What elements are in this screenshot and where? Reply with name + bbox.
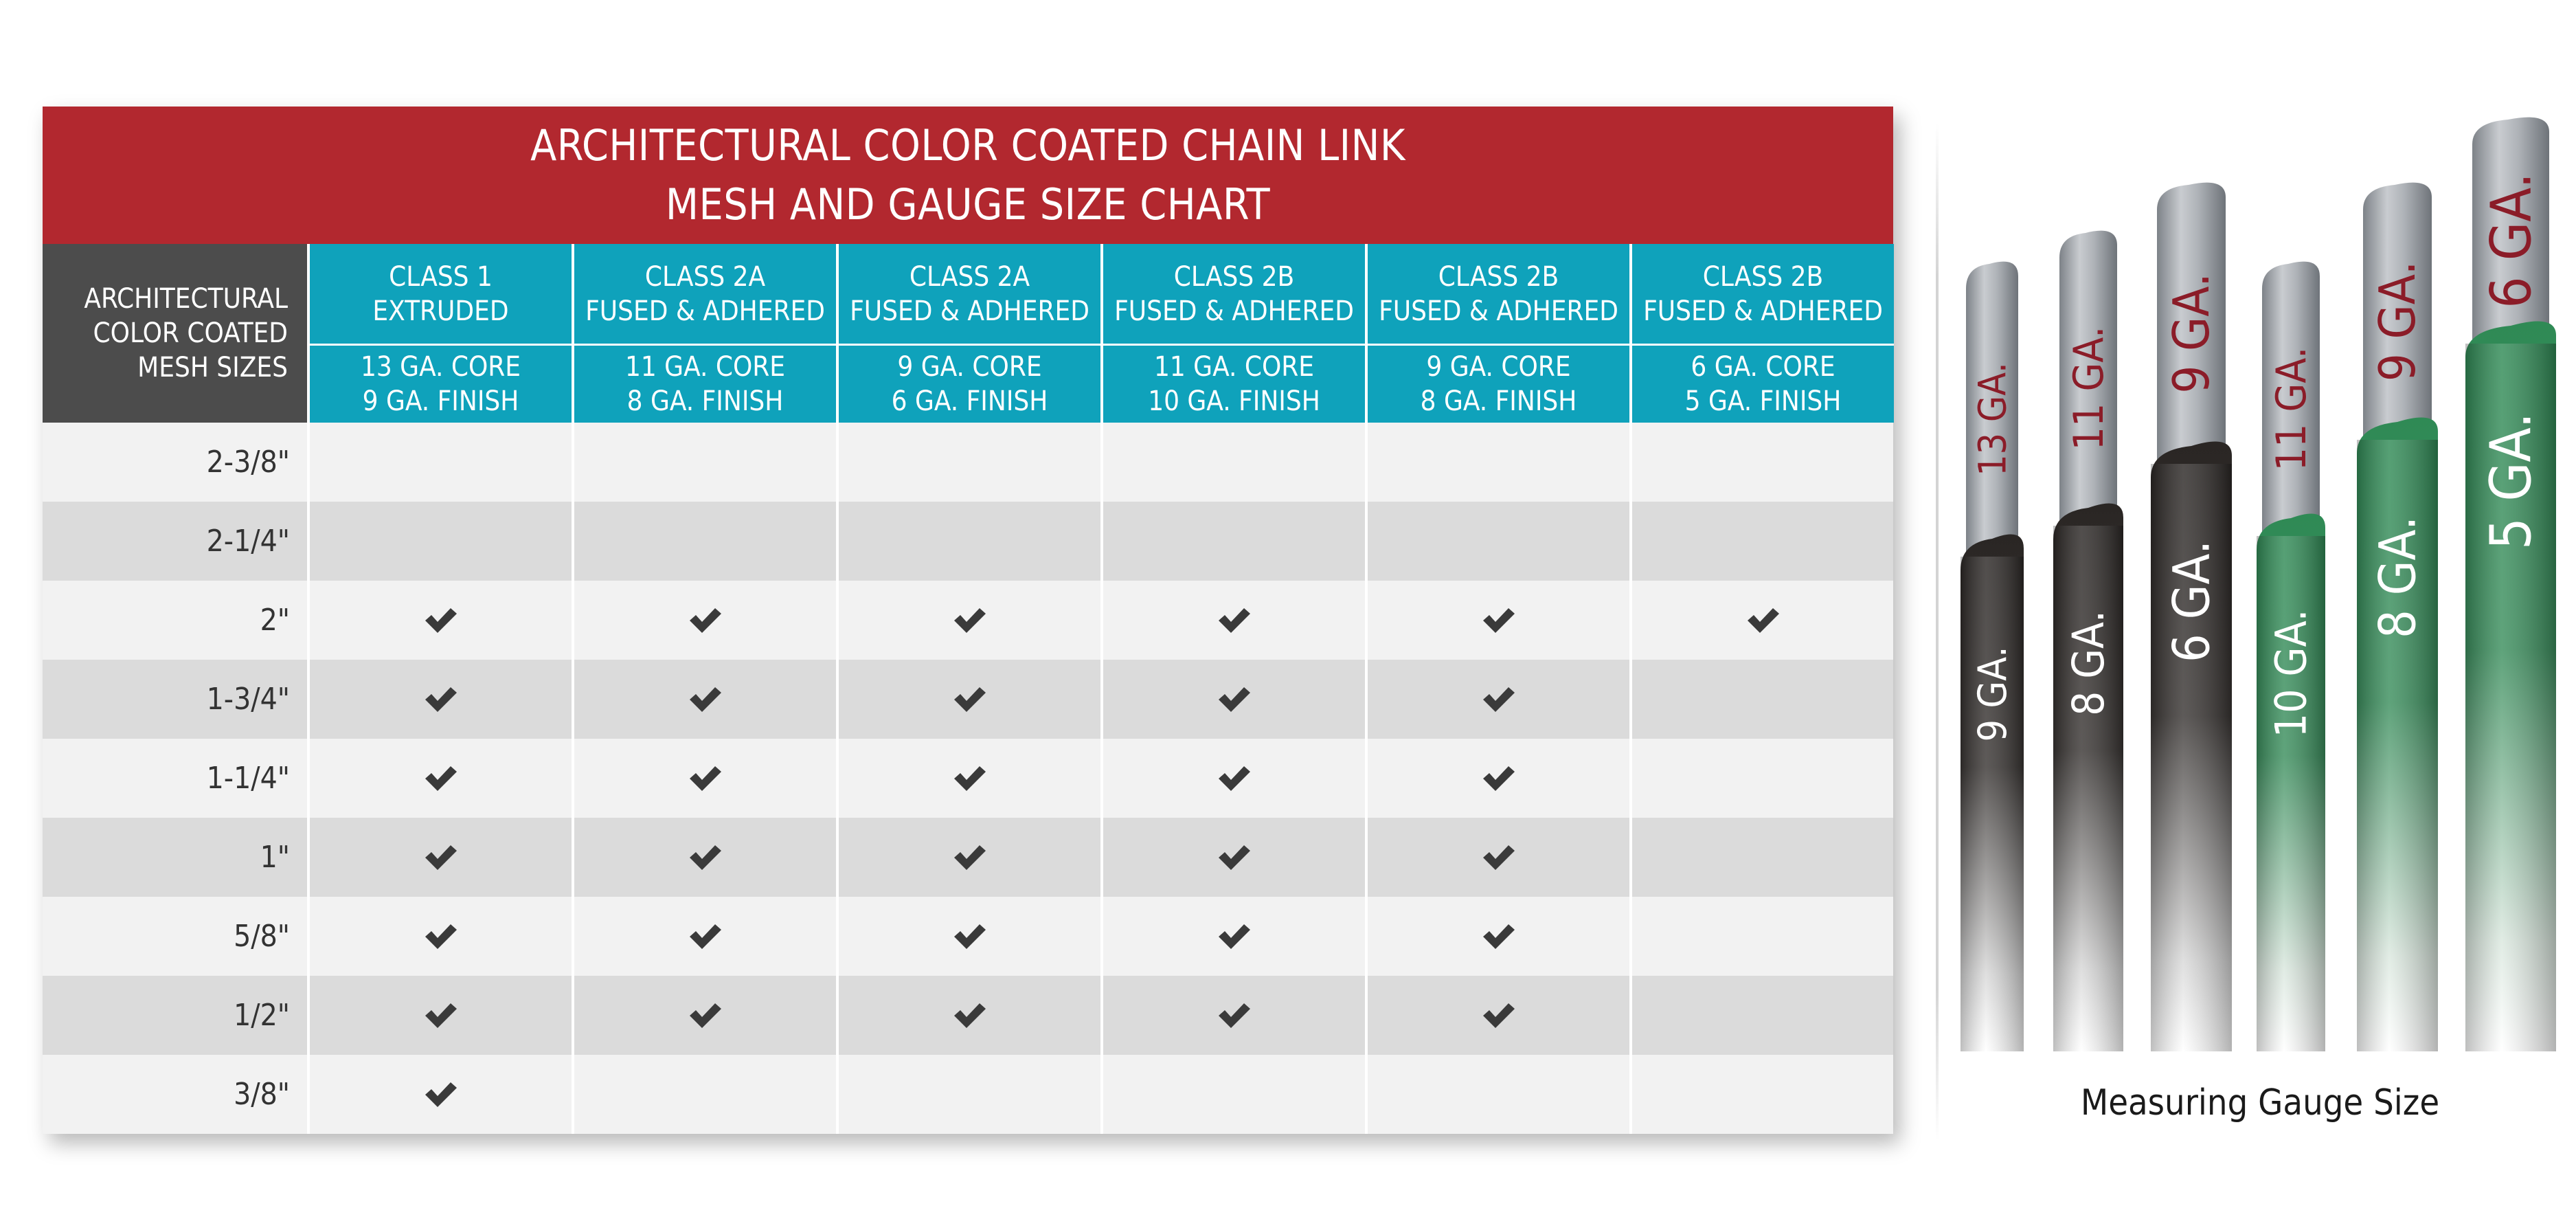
- column-header-5: [1365, 244, 1629, 423]
- check-icon: [424, 842, 458, 873]
- mesh-sizes-header-line-1: ARCHITECTURAL: [84, 283, 288, 315]
- check-icon: [1482, 1001, 1516, 1031]
- check-icon: [424, 605, 458, 636]
- class-line-2: FUSED & ADHERED: [1379, 295, 1618, 327]
- table-cell: [572, 818, 836, 897]
- mesh-size-label: 1-3/4": [206, 682, 290, 717]
- table-cell: [836, 502, 1100, 581]
- check-icon: [424, 1080, 458, 1110]
- table-cell: [1629, 1055, 1894, 1134]
- table-cell: [1100, 976, 1365, 1055]
- gauge-wire-3: [2151, 183, 2232, 1051]
- wire-core-label: 13 GA.: [1970, 362, 2015, 476]
- class-label: [1368, 244, 1629, 344]
- wire-finish-label: 6 GA.: [2162, 539, 2222, 663]
- core-gauge: 13 GA. CORE: [360, 351, 521, 383]
- table-cell: [572, 1055, 836, 1134]
- check-icon: [688, 684, 723, 715]
- chart-title: [43, 107, 1893, 244]
- table-cell: [307, 818, 572, 897]
- gauge-wire-1: [1961, 262, 2024, 1051]
- class-label: [574, 244, 836, 344]
- table-cell: [1365, 660, 1629, 739]
- mesh-size-rows: [43, 423, 1893, 1134]
- gauge-spec: [1368, 346, 1629, 423]
- gauge-size-chart: [43, 107, 1893, 1134]
- table-cell: [1365, 423, 1629, 502]
- chart-title-line-2: MESH AND GAUGE SIZE CHART: [665, 179, 1271, 230]
- check-icon: [953, 842, 987, 873]
- column-header-4: [1100, 244, 1365, 423]
- table-cell: [1629, 976, 1894, 1055]
- table-row: [43, 1055, 1893, 1134]
- mesh-size-label: 2": [260, 603, 290, 638]
- wire-shading: [1961, 557, 2024, 1051]
- check-icon: [1217, 1001, 1252, 1031]
- check-icon: [1482, 605, 1516, 636]
- class-line-2: FUSED & ADHERED: [1114, 295, 1354, 327]
- table-cell: [836, 897, 1100, 976]
- column-header-2: [572, 244, 836, 423]
- mesh-size-label: 1": [260, 840, 290, 875]
- class-line-2: FUSED & ADHERED: [585, 295, 825, 327]
- check-icon: [1217, 922, 1252, 952]
- table-cell: [307, 581, 572, 660]
- check-icon: [953, 684, 987, 715]
- core-gauge: 11 GA. CORE: [1153, 351, 1315, 383]
- panel-divider: [1936, 124, 1939, 1141]
- check-icon: [1217, 842, 1252, 873]
- table-cell: [1365, 1055, 1629, 1134]
- table-cell: [1100, 502, 1365, 581]
- table-cell: [572, 581, 836, 660]
- table-cell: [572, 739, 836, 818]
- core-gauge: 11 GA. CORE: [624, 351, 786, 383]
- mesh-size-label: 2-1/4": [206, 524, 290, 559]
- check-icon: [953, 1001, 987, 1031]
- class-line-2: FUSED & ADHERED: [850, 295, 1089, 327]
- wire-finish-label: 8 GA.: [2369, 515, 2428, 639]
- table-cell: [1629, 897, 1894, 976]
- mesh-size-label: 3/8": [234, 1077, 290, 1112]
- mesh-sizes-header-line-3: MESH SIZES: [137, 352, 288, 383]
- table-cell: [307, 423, 572, 502]
- check-icon: [953, 763, 987, 794]
- table-cell: [836, 818, 1100, 897]
- check-icon: [1217, 605, 1252, 636]
- check-icon: [1482, 684, 1516, 715]
- table-cell: [1629, 581, 1894, 660]
- table-cell: [1100, 1055, 1365, 1134]
- core-gauge: 9 GA. CORE: [1426, 351, 1571, 383]
- table-cell: [836, 581, 1100, 660]
- class-line-1: CLASS 1: [389, 260, 493, 293]
- table-row: [43, 897, 1893, 976]
- table-cell: [1629, 502, 1894, 581]
- table-cell: [1365, 581, 1629, 660]
- class-label: [839, 244, 1100, 344]
- gauge-spec: [310, 346, 572, 423]
- table-row: [43, 739, 1893, 818]
- wire-core-label: 11 GA.: [2065, 326, 2113, 451]
- table-cell: [1629, 423, 1894, 502]
- table-cell: [1100, 739, 1365, 818]
- check-icon: [424, 1001, 458, 1031]
- table-cell: [1365, 976, 1629, 1055]
- column-header-1: [307, 244, 572, 423]
- table-cell: [1365, 897, 1629, 976]
- check-icon: [688, 922, 723, 952]
- class-line-2: EXTRUDED: [372, 295, 509, 327]
- table-cell: [572, 423, 836, 502]
- class-label: [1632, 244, 1894, 344]
- table-cell: [1100, 818, 1365, 897]
- core-gauge: 9 GA. CORE: [897, 351, 1042, 383]
- wire-core-label: 6 GA.: [2479, 172, 2544, 309]
- gauge-spec: [1103, 346, 1365, 423]
- mesh-size-label: 1-1/4": [206, 761, 290, 796]
- table-cell: [1100, 660, 1365, 739]
- check-icon: [424, 684, 458, 715]
- table-cell: [307, 1055, 572, 1134]
- table-cell: [1629, 739, 1894, 818]
- finish-gauge: 8 GA. FINISH: [1420, 386, 1577, 417]
- table-cell: [572, 502, 836, 581]
- table-cell: [307, 502, 572, 581]
- wire-shading: [2053, 526, 2123, 1051]
- wire-finish-label: 8 GA.: [2064, 610, 2114, 716]
- finish-gauge: 6 GA. FINISH: [891, 386, 1048, 417]
- class-line-1: CLASS 2B: [1173, 260, 1295, 293]
- gauge-wires-graphic: [1951, 96, 2569, 1141]
- table-cell: [307, 897, 572, 976]
- wire-finish-label: 5 GA.: [2478, 412, 2544, 550]
- class-label: [1103, 244, 1365, 344]
- class-line-1: CLASS 2B: [1438, 260, 1559, 293]
- gauge-spec: [839, 346, 1100, 423]
- gauge-wire-2: [2053, 231, 2123, 1051]
- finish-gauge: 8 GA. FINISH: [626, 386, 784, 417]
- check-icon: [424, 763, 458, 794]
- wire-finish-label: 10 GA.: [2266, 609, 2316, 738]
- table-cell: [1365, 502, 1629, 581]
- check-icon: [1482, 842, 1516, 873]
- table-cell: [1100, 581, 1365, 660]
- mesh-size-label: 2-3/8": [206, 445, 290, 480]
- table-cell: [572, 976, 836, 1055]
- gauge-caption: Measuring Gauge Size: [2080, 1082, 2440, 1124]
- gauge-spec: [574, 346, 836, 423]
- table-cell: [1629, 818, 1894, 897]
- table-row: [43, 423, 1893, 502]
- gauge-wire-5: [2357, 183, 2438, 1051]
- class-line-2: FUSED & ADHERED: [1643, 295, 1883, 327]
- table-row: [43, 660, 1893, 739]
- finish-gauge: 5 GA. FINISH: [1684, 386, 1842, 417]
- table-row: [43, 976, 1893, 1055]
- table-cell: [572, 897, 836, 976]
- table-cell: [836, 1055, 1100, 1134]
- check-icon: [424, 922, 458, 952]
- class-line-1: CLASS 2B: [1702, 260, 1824, 293]
- table-cell: [307, 976, 572, 1055]
- check-icon: [1482, 922, 1516, 952]
- check-icon: [688, 605, 723, 636]
- check-icon: [688, 842, 723, 873]
- check-icon: [1482, 763, 1516, 794]
- check-icon: [1217, 763, 1252, 794]
- table-row: [43, 581, 1893, 660]
- gauge-wire-4: [2257, 262, 2325, 1051]
- table-cell: [836, 660, 1100, 739]
- finish-gauge: 9 GA. FINISH: [362, 386, 519, 417]
- chart-title-line-1: ARCHITECTURAL COLOR COATED CHAIN LINK: [530, 120, 1405, 170]
- table-cell: [307, 739, 572, 818]
- core-gauge: 6 GA. CORE: [1691, 351, 1835, 383]
- gauge-wire-6: [2465, 118, 2556, 1051]
- table-cell: [1100, 423, 1365, 502]
- class-label: [310, 244, 572, 344]
- table-cell: [307, 660, 572, 739]
- column-header-6: [1629, 244, 1894, 423]
- mesh-size-label: 5/8": [234, 919, 290, 954]
- check-icon: [953, 922, 987, 952]
- check-icon: [1217, 684, 1252, 715]
- wire-core-label: 9 GA.: [2162, 273, 2221, 394]
- check-icon: [953, 605, 987, 636]
- gauge-illustration: [1951, 96, 2569, 1141]
- table-cell: [1365, 818, 1629, 897]
- table-row: [43, 818, 1893, 897]
- wire-core-label: 11 GA.: [2268, 346, 2316, 471]
- table-cell: [1629, 660, 1894, 739]
- table-cell: [1100, 897, 1365, 976]
- column-header-3: [836, 244, 1100, 423]
- wire-finish-label: 9 GA.: [1969, 646, 2015, 742]
- mesh-sizes-header: [43, 244, 307, 423]
- mesh-sizes-header-line-2: COLOR COATED: [93, 317, 288, 349]
- table-row: [43, 502, 1893, 581]
- class-line-1: CLASS 2A: [644, 260, 766, 293]
- finish-gauge: 10 GA. FINISH: [1148, 386, 1320, 417]
- table-cell: [836, 423, 1100, 502]
- table-cell: [836, 739, 1100, 818]
- table-cell: [836, 976, 1100, 1055]
- wire-core-label: 9 GA.: [2369, 260, 2427, 382]
- check-icon: [1746, 605, 1781, 636]
- gauge-spec: [1632, 346, 1894, 423]
- table-cell: [572, 660, 836, 739]
- check-icon: [688, 763, 723, 794]
- mesh-size-label: 1/2": [234, 998, 290, 1033]
- table-cell: [1365, 739, 1629, 818]
- check-icon: [688, 1001, 723, 1031]
- class-line-1: CLASS 2A: [909, 260, 1030, 293]
